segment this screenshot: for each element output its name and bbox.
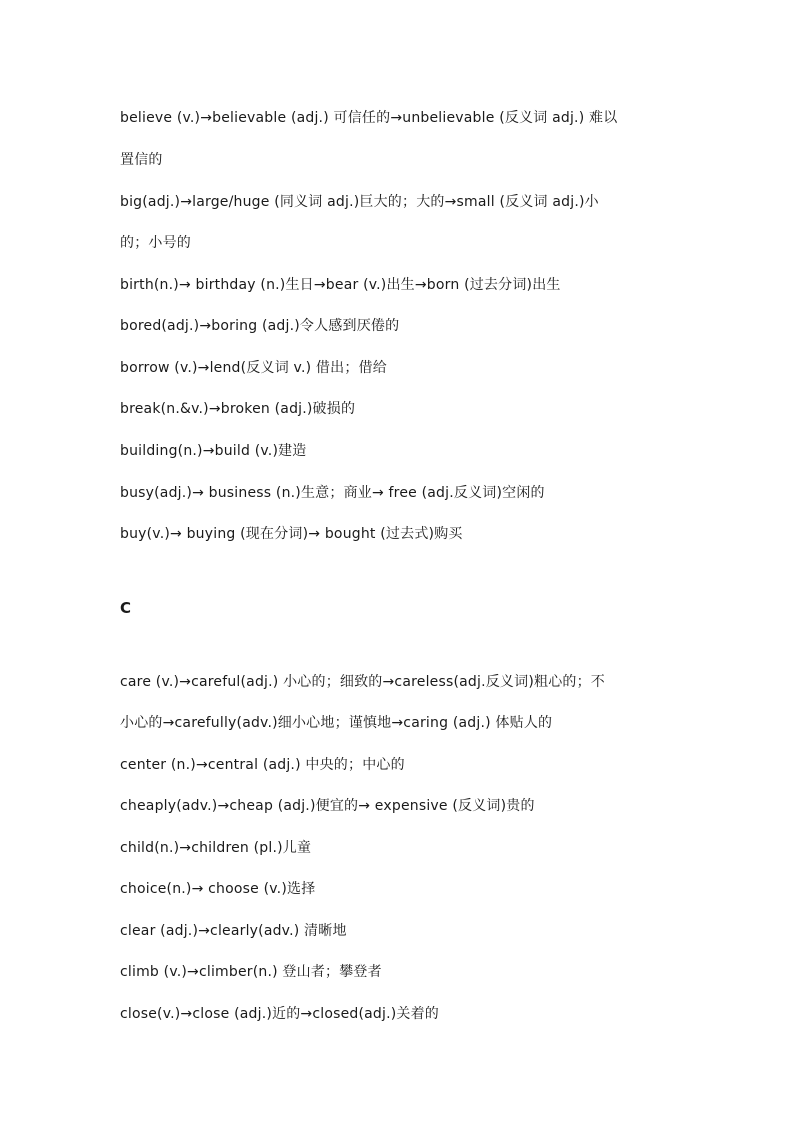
entry-line: close(v.)→close (adj.)近的→closed(adj.)关着的 xyxy=(120,1006,440,1022)
entry-line: believe (v.)→believable (adj.) 可信任的→unbelievable (反义词 adj.) 难以 xyxy=(120,110,618,126)
entry-line: building(n.)→build (v.)建造 xyxy=(120,443,307,459)
entry-line: choice(n.)→ choose (v.)选择 xyxy=(120,881,316,897)
entry-line: 置信的 xyxy=(120,152,163,168)
entry-line: birth(n.)→ birthday (n.)生日→bear (v.)出生→born (过去分词)出生 xyxy=(120,277,561,293)
entry-line: busy(adj.)→ business (n.)生意；商业→ free (adj.反义词)空闲的 xyxy=(120,485,545,501)
entry-line: care (v.)→careful(adj.) 小心的；细致的→careless(adj.反义词)粗心的；不 xyxy=(120,674,605,690)
entry-line: buy(v.)→ buying (现在分词)→ bought (过去式)购买 xyxy=(120,526,463,542)
entry-line: big(adj.)→large/huge (同义词 adj.)巨大的；大的→small (反义词 adj.)小 xyxy=(120,194,599,210)
section-heading: C xyxy=(120,599,132,617)
entry-line: break(n.&v.)→broken (adj.)破损的 xyxy=(120,401,356,417)
entry-line: clear (adj.)→clearly(adv.) 清晰地 xyxy=(120,923,347,939)
entry-line: cheaply(adv.)→cheap (adj.)便宜的→ expensive (反义词)贵的 xyxy=(120,798,535,814)
entry-line: 的；小号的 xyxy=(120,235,191,251)
entry-line: 小心的→carefully(adv.)细小心地；谨慎地→caring (adj.) 体贴人的 xyxy=(120,715,553,731)
entry-line: borrow (v.)→lend(反义词 v.) 借出；借给 xyxy=(120,360,387,376)
entry-line: climb (v.)→climber(n.) 登山者；攀登者 xyxy=(120,964,382,980)
entry-line: center (n.)→central (adj.) 中央的；中心的 xyxy=(120,757,405,773)
entry-line: child(n.)→children (pl.)儿童 xyxy=(120,840,312,856)
entry-line: bored(adj.)→boring (adj.)令人感到厌倦的 xyxy=(120,318,400,334)
